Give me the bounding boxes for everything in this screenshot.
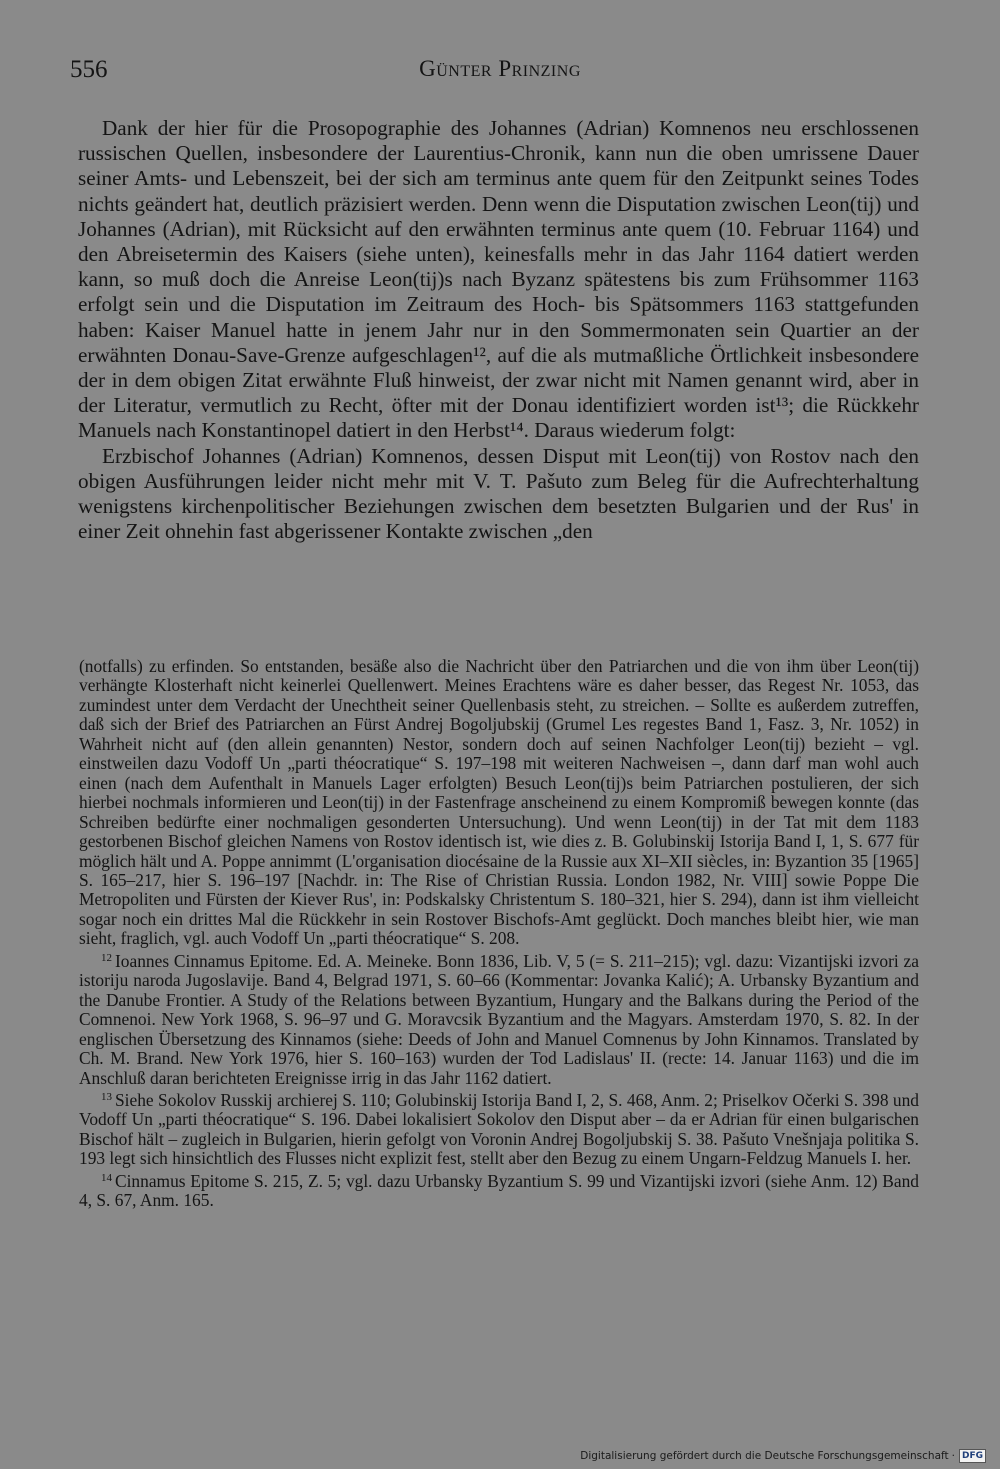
footnote-12 [79, 949, 919, 1088]
digitization-credit-text: Digitalisierung gefördert durch die Deutsche Forschungsgemeinschaft [580, 1450, 949, 1462]
body-paragraph-1: Dank der hier für die Prosopographie des Johannes (Adrian) Komnenos neu erschlossenen russischen Quellen, insbesondere der Laurentius-Chronik, kann nun die oben umrissene Dauer seiner Amts- und Lebenszeit, bei der sich am terminus ante quem für den Zeitpunkt seines Todes nichts geändert hat, deutlich präzisiert werden. Denn wenn die Disputation zwischen Leon(tij) und Johannes (Adrian), mit Rücksicht auf den erwähnten terminus ante quem (10. Februar 1164) und den Abreisetermin des Kaisers (siehe unten), keinesfalls mehr in das Jahr 1164 datiert werden kann, so muß doch die Anreise Leon(tij)s nach Byzanz spätestens bis zum Frühsommer 1163 erfolgt sein und die Disputation im Zeitraum des Hoch- bis Spätsommers 1163 stattgefunden haben: Kaiser Manuel hatte in jenem Jahr nur in den Sommermonaten sein Quartier an der erwähnten Donau-Save-Grenze aufgeschlagen¹², auf die als mutmaßliche Örtlichkeit insbesondere der in dem obigen Zitat erwähnte Fluß hinweist, der zwar nicht mit Namen genannt wird, aber in der Literatur, vermutlich zu Recht, öfter mit der Donau identifiziert worden ist¹³; die Rückkehr Manuels nach Konstantinopel datiert in den Herbst¹⁴. Daraus wiederum folgt: [78, 116, 919, 443]
footnote-continuation: (notfalls) zu erfinden. So entstanden, besäße also die Nachricht über den Patriarchen und die von ihm über Leon(tij) verhängte Klosterhaft nicht keinerlei Quellenwert. Meines Erachtens wäre es daher besser, das Regest Nr. 1053, das zumindest unter dem Verdacht der Unechtheit seiner Quellenbasis steht, zu streichen. – Sollte es außerdem zutreffen, daß sich der Brief des Patriarchen an Fürst Andrej Bogoljubskij (Grumel Les regestes Band 1, Fasz. 3, Nr. 1052) in Wahrheit nicht auf (den allein genannten) Nestor, sondern doch auf seinen Nachfolger Leon(tij) bezieht – vgl. einstweilen dazu Vodoff Un „parti théocratique“ S. 197–198 mit weiteren Nachweisen –, dann darf man wohl auch einen (nach dem Aufenthalt in Manuels Lager erfolgten) Besuch Leon(tij)s beim Patriarchen postulieren, der sich hierbei nochmals informieren und Leon(tij) in der Fastenfrage anscheinend zu einem Kompromiß bewegen konnte (das Schreiben bedürfte einer nochmaligen gesonderten Untersuchung). Und wenn Leon(tij) in der Tat mit dem 1183 gestorbenen Bischof gleichen Namens von Rostov identisch ist, wie dies z. B. Golubinskij Istorija Band I, 1, S. 677 für möglich hält und A. Poppe annimmt (L'organisation diocésaine de la Russie aux XI–XII siècles, in: Byzantion 35 [1965] S. 165–217, hier S. 196–197 [Nachdr. in: The Rise of Christian Russia. London 1982, Nr. VIII] sowie Poppe Die Metropoliten und Fürsten der Kiever Rus', in: Podskalsky Christentum S. 180–321, hier S. 294), dann ist ihm vielleicht sogar noch ein drittes Mal die Rückkehr in sein Rostover Bischofs-Amt geglückt. Doch manches bleibt hier, wie man sieht, fraglich, vgl. auch Vodoff Un „parti théocratique“ S. 208. [79, 656, 919, 949]
main-text [78, 116, 919, 544]
dfg-logo: DFG [959, 1449, 986, 1463]
footnotes [79, 657, 919, 1211]
page-number: 556 [70, 56, 108, 83]
footnote-14-marker: 14 [101, 1171, 112, 1184]
footnote-12-text: Ioannes Cinnamus Epitome. Ed. A. Meineke. Bonn 1836, Lib. V, 5 (= S. 211–215); vgl. dazu: Vizantijski izvori za istoriju naroda Jugoslavije. Band 4, Belgrad 1971, S. 60–66 (Kommentar: Jovanka Kalić); A. Urbansky Byzantium and the Danube Frontier. A Study of the Relations between Byzantium, Hungary and the Balkans during the Period of the Comnenoi. New York 1968, S. 96–97 und G. Moravcsik Byzantium and the Magyars. Amsterdam 1970, S. 82. In der englischen Übersetzung des Kinnamos (siehe: Deeds of John and Manuel Comnenus by John Kinnamos. Translated by Ch. M. Brand. New York 1976, hier S. 160–163) wurden der Tod Ladislaus' II. (recte: 14. Januar 1163) und die im Anschluß daran berichteten Ereignisse irrig in das Jahr 1162 datiert. [79, 950, 919, 1088]
footnote-13-text: Siehe Sokolov Russkij archierej S. 110; Golubinskij Istorija Band I, 2, S. 468, Anm. 2; Priselkov Očerki S. 398 und Vodoff Un „parti théocratique“ S. 196. Dabei lokalisiert Sokolov den Disput aber – da er Adrian für einen bulgarischen Bischof hält – zugleich in Bulgarien, hierin gefolgt von Voronin Andrej Bogoljubskij S. 38. Pašuto Vnešnjaja politika S. 193 legt sich hinsichtlich des Flusses nicht explizit fest, stellt aber den Bezug zu einem Ungarn-Feldzug Manuels I. her. [79, 1089, 919, 1169]
credit-separator: · [951, 1450, 955, 1462]
footnote-13-marker: 13 [101, 1090, 112, 1103]
footnote-14-text: Cinnamus Epitome S. 215, Z. 5; vgl. dazu Urbansky Byzantium S. 99 und Vizantijski izvori (siehe Anm. 12) Band 4, S. 67, Anm. 165. [79, 1170, 919, 1211]
footnote-13 [79, 1088, 919, 1169]
digitization-credit [580, 1449, 986, 1463]
footnote-14 [79, 1169, 919, 1211]
footnote-12-marker: 12 [101, 951, 112, 964]
page-header [70, 56, 930, 96]
body-paragraph-2: Erzbischof Johannes (Adrian) Komnenos, dessen Disput mit Leon(tij) von Rostov nach den obigen Ausführungen leider nicht mehr mit V. T. Pašuto zum Beleg für die Aufrechterhaltung wenigstens kirchenpolitischer Beziehungen zwischen dem besetzten Bulgarien und der Rus' in einer Zeit ohnehin fast abgerissener Kontakte zwischen „den [78, 443, 919, 544]
running-head: Günter Prinzing [419, 56, 581, 81]
